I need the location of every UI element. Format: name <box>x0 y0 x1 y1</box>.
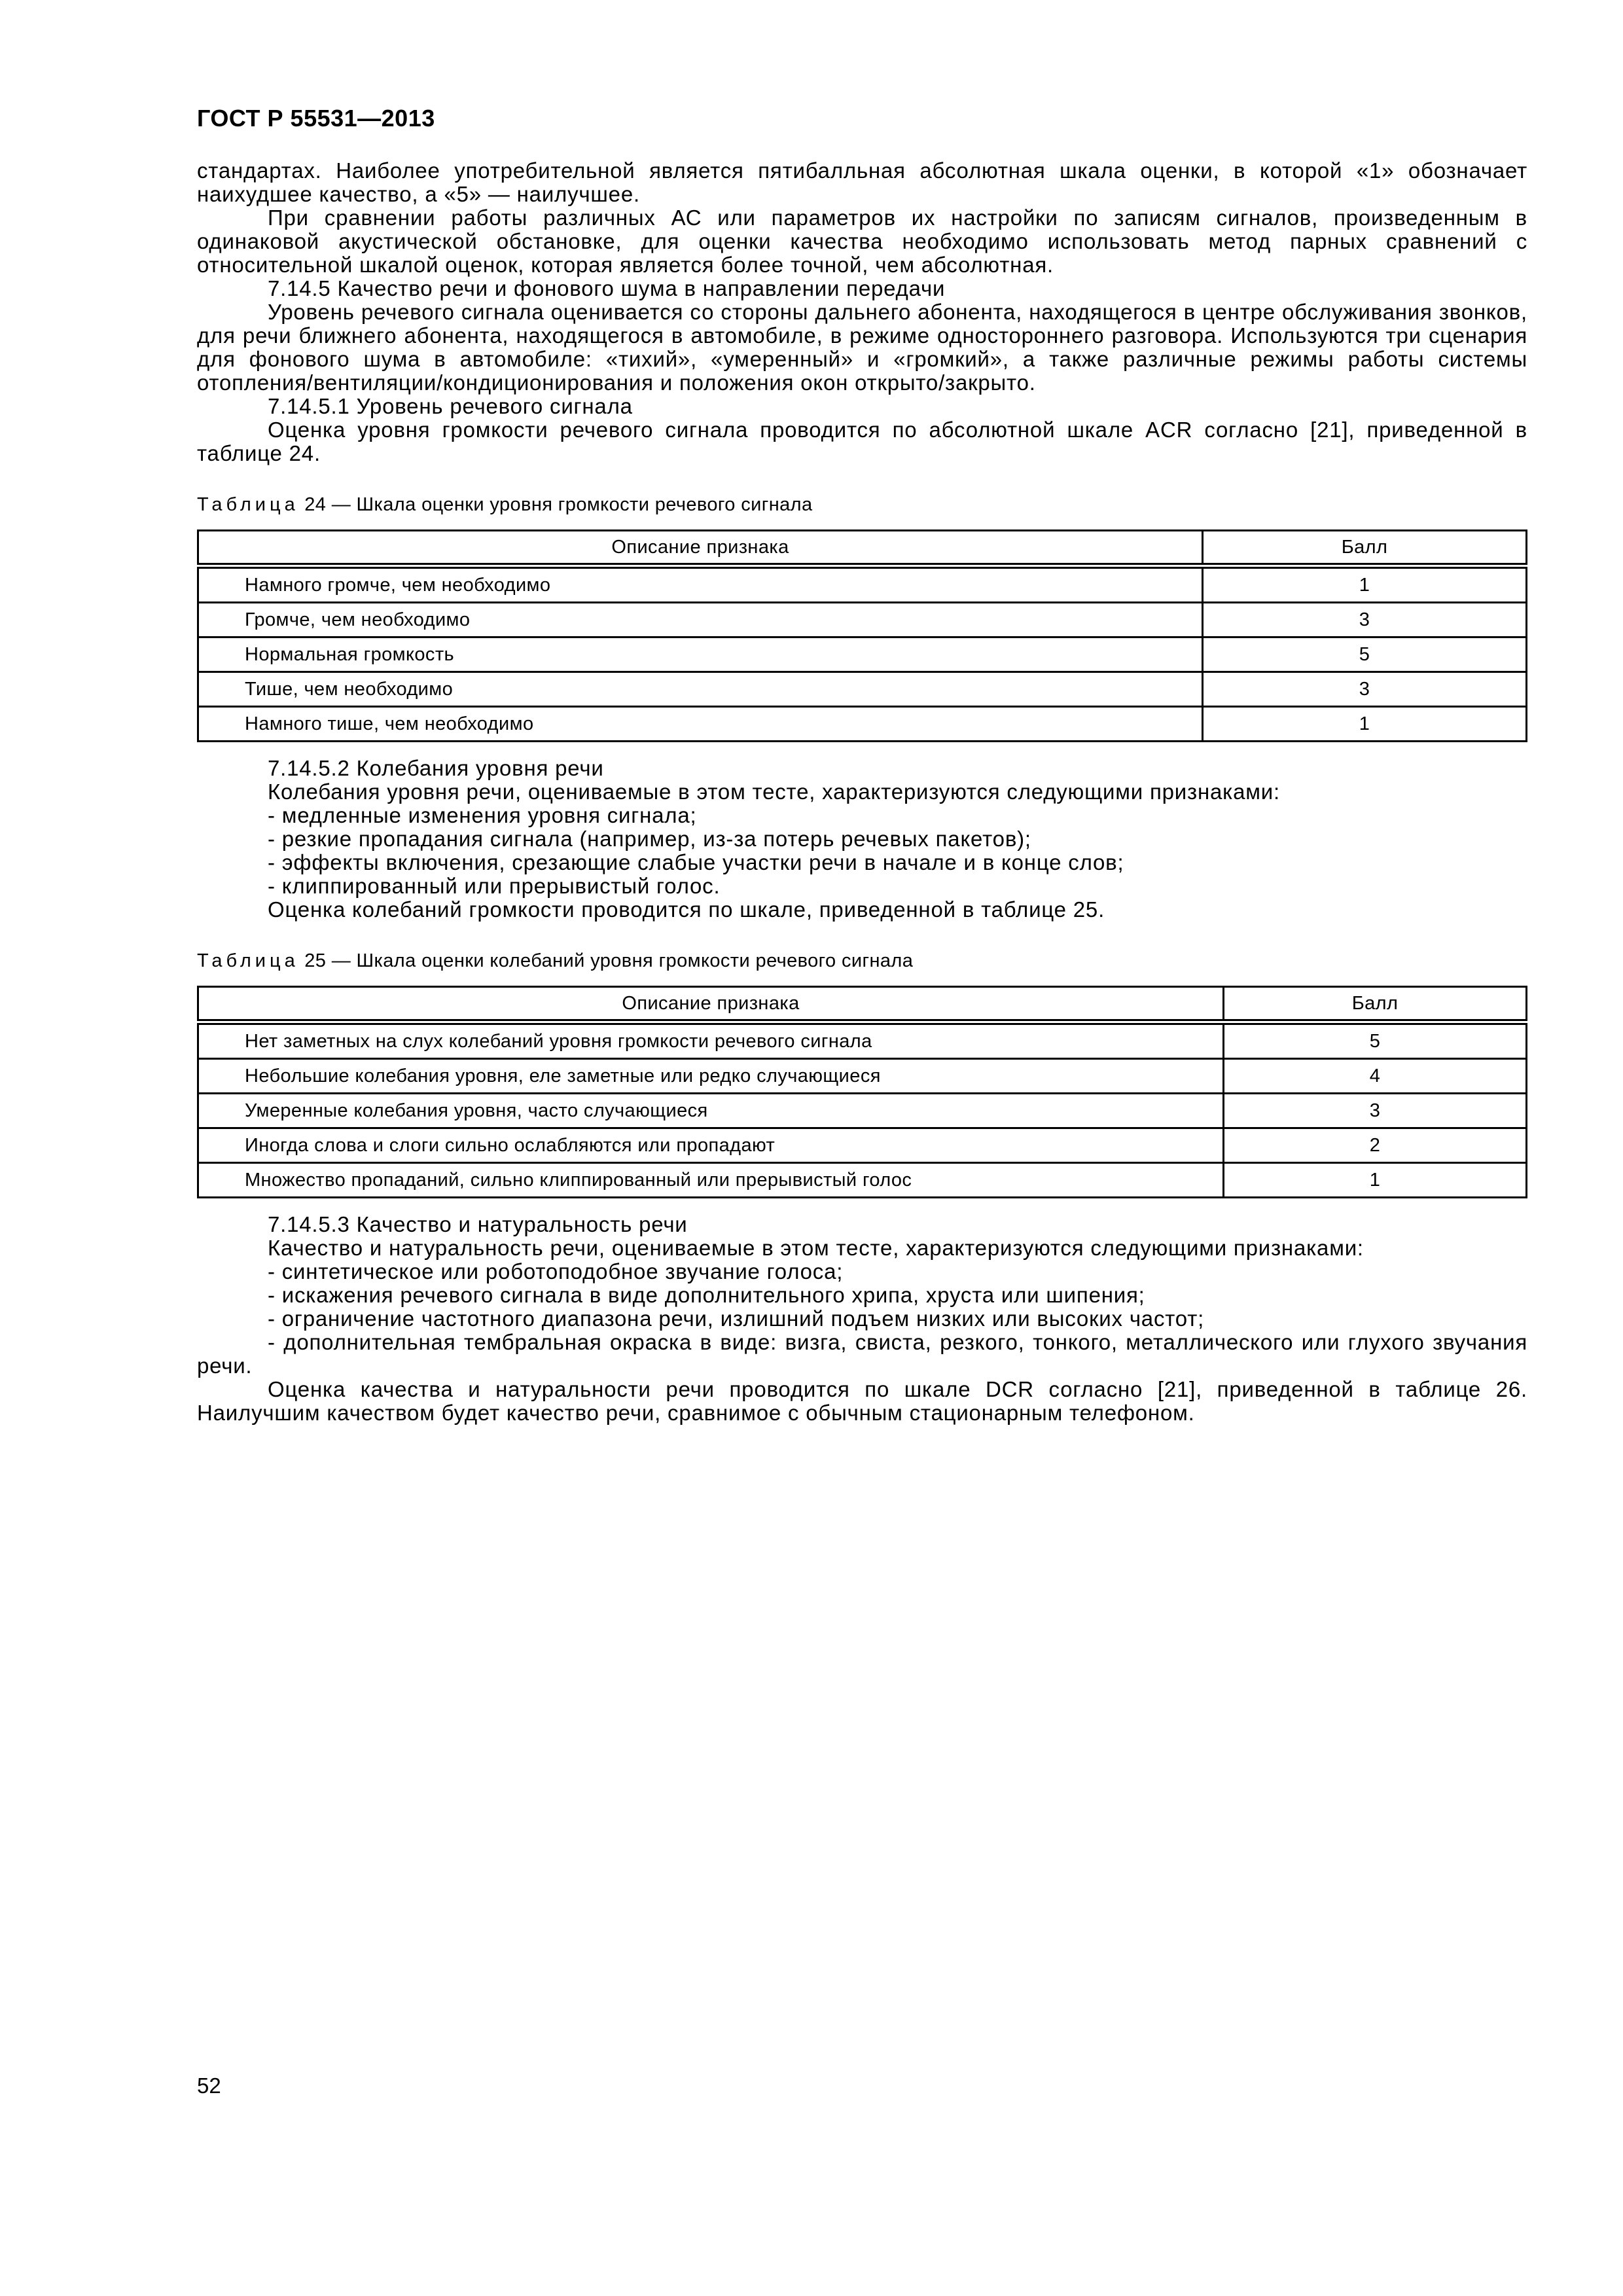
row-description: Намного тише, чем необходимо <box>198 707 1203 742</box>
bullet-item: - дополнительная тембральная окраска в виде: визга, свиста, резкого, тонкого, металлического или глухого звучания речи. <box>197 1330 1527 1378</box>
table-row <box>198 1094 1527 1128</box>
table-row <box>198 1128 1527 1163</box>
section-7-14-5-3-heading: 7.14.5.3 Качество и натуральность речи <box>268 1212 688 1236</box>
row-score: 3 <box>1203 603 1527 637</box>
bullet-item: - ограничение частотного диапазона речи, излишний подъем низких или высоких частот; <box>268 1306 1205 1331</box>
table-title: 25 — Шкала оценки колебаний уровня громкости речевого сигнала <box>304 950 914 971</box>
row-score: 3 <box>1203 672 1527 707</box>
table-label: Таблица <box>197 950 299 971</box>
row-score: 1 <box>1203 707 1527 742</box>
row-score: 3 <box>1224 1094 1527 1128</box>
bullet-item: - резкие пропадания сигнала (например, из-за потерь речевых пакетов); <box>268 827 1031 851</box>
table-24-caption <box>197 493 1527 516</box>
table-row <box>198 1163 1527 1198</box>
row-score: 5 <box>1224 1022 1527 1059</box>
table-25-caption <box>197 949 1527 973</box>
row-description: Множество пропаданий, сильно клиппированный или прерывистый голос <box>198 1163 1224 1198</box>
bullet-item: - синтетическое или роботоподобное звучание голоса; <box>268 1259 844 1283</box>
row-description: Громче, чем необходимо <box>198 603 1203 637</box>
bullet-item: - медленные изменения уровня сигнала; <box>268 803 697 827</box>
row-score: 1 <box>1203 566 1527 603</box>
row-description: Небольшие колебания уровня, еле заметные или редко случающиеся <box>198 1059 1224 1094</box>
row-description: Нормальная громкость <box>198 637 1203 672</box>
table-row <box>198 637 1527 672</box>
column-header-score: Балл <box>1203 531 1527 566</box>
section-7-14-5-paragraph: Уровень речевого сигнала оценивается со стороны дальнего абонента, находящегося в центре обслуживания звонков, для речи ближнего абонента, находящегося в автомобиле, в режиме одностороннего разговора. Используются три сценария для фонового шума в автомобиле: «тихий», «умеренный» и «громкий», а также различные режимы работы системы отопления/вентиляции/кондиционирования и положения окон открыто/закрыто. <box>197 300 1527 395</box>
document-body <box>197 159 1527 1425</box>
table-row <box>198 707 1527 742</box>
table-header-row <box>198 531 1527 566</box>
intro-paragraph: стандартах. Наиболее употребительной является пятибалльная абсолютная шкала оценки, в которой «1» обозначает наихудшее качество, а «5» — наилучшее. <box>197 158 1527 206</box>
section-7-14-5-2-heading: 7.14.5.2 Колебания уровня речи <box>268 756 604 780</box>
table-row <box>198 1022 1527 1059</box>
row-description: Нет заметных на слух колебаний уровня громкости речевого сигнала <box>198 1022 1224 1059</box>
row-score: 2 <box>1224 1128 1527 1163</box>
table-24 <box>197 529 1527 742</box>
table-25 <box>197 986 1527 1198</box>
document-header-id: ГОСТ Р 55531—2013 <box>197 105 435 132</box>
section-7-14-5-1-paragraph: Оценка уровня громкости речевого сигнала проводится по абсолютной шкале ACR согласно [21], приведенной в таблице 24. <box>197 418 1527 465</box>
column-header-score: Балл <box>1224 987 1527 1022</box>
bullet-item: - искажения речевого сигнала в виде дополнительного хрипа, хруста или шипения; <box>268 1283 1145 1307</box>
column-header-description: Описание признака <box>198 987 1224 1022</box>
column-header-description: Описание признака <box>198 531 1203 566</box>
row-description: Намного громче, чем необходимо <box>198 566 1203 603</box>
bullet-item: - эффекты включения, срезающие слабые участки речи в начале и в конце слов; <box>268 850 1124 874</box>
section-7-14-5-3-outro: Оценка качества и натуральности речи проводится по шкале DCR согласно [21], приведенной в таблице 26. Наилучшим качеством будет качество речи, сравнимое с обычным стационарным телефоном. <box>197 1377 1527 1425</box>
row-description: Тише, чем необходимо <box>198 672 1203 707</box>
row-description: Иногда слова и слоги сильно ослабляются или пропадают <box>198 1128 1224 1163</box>
section-7-14-5-3-intro: Качество и натуральность речи, оцениваемые в этом тесте, характеризуются следующими признаками: <box>268 1236 1364 1260</box>
section-7-14-5-2-intro: Колебания уровня речи, оцениваемые в этом тесте, характеризуются следующими признаками: <box>268 780 1280 804</box>
row-score: 4 <box>1224 1059 1527 1094</box>
pairs-paragraph: При сравнении работы различных АС или параметров их настройки по записям сигналов, произведенным в одинаковой акустической обстановке, для оценки качества необходимо использовать метод парных сравнений с относительной шкалой оценок, которая является более точной, чем абсолютная. <box>197 206 1527 277</box>
row-score: 5 <box>1203 637 1527 672</box>
table-title: 24 — Шкала оценки уровня громкости речевого сигнала <box>304 494 813 515</box>
page-number: 52 <box>197 2073 221 2098</box>
section-7-14-5-1-heading: 7.14.5.1 Уровень речевого сигнала <box>268 394 633 418</box>
table-row <box>198 566 1527 603</box>
row-description: Умеренные колебания уровня, часто случающиеся <box>198 1094 1224 1128</box>
section-7-14-5-2-outro: Оценка колебаний громкости проводится по шкале, приведенной в таблице 25. <box>268 897 1105 922</box>
bullet-item: - клиппированный или прерывистый голос. <box>268 874 721 898</box>
section-7-14-5-heading: 7.14.5 Качество речи и фонового шума в направлении передачи <box>268 276 946 300</box>
table-header-row <box>198 987 1527 1022</box>
row-score: 1 <box>1224 1163 1527 1198</box>
table-row <box>198 672 1527 707</box>
table-row <box>198 1059 1527 1094</box>
table-row <box>198 603 1527 637</box>
table-label: Таблица <box>197 494 299 515</box>
